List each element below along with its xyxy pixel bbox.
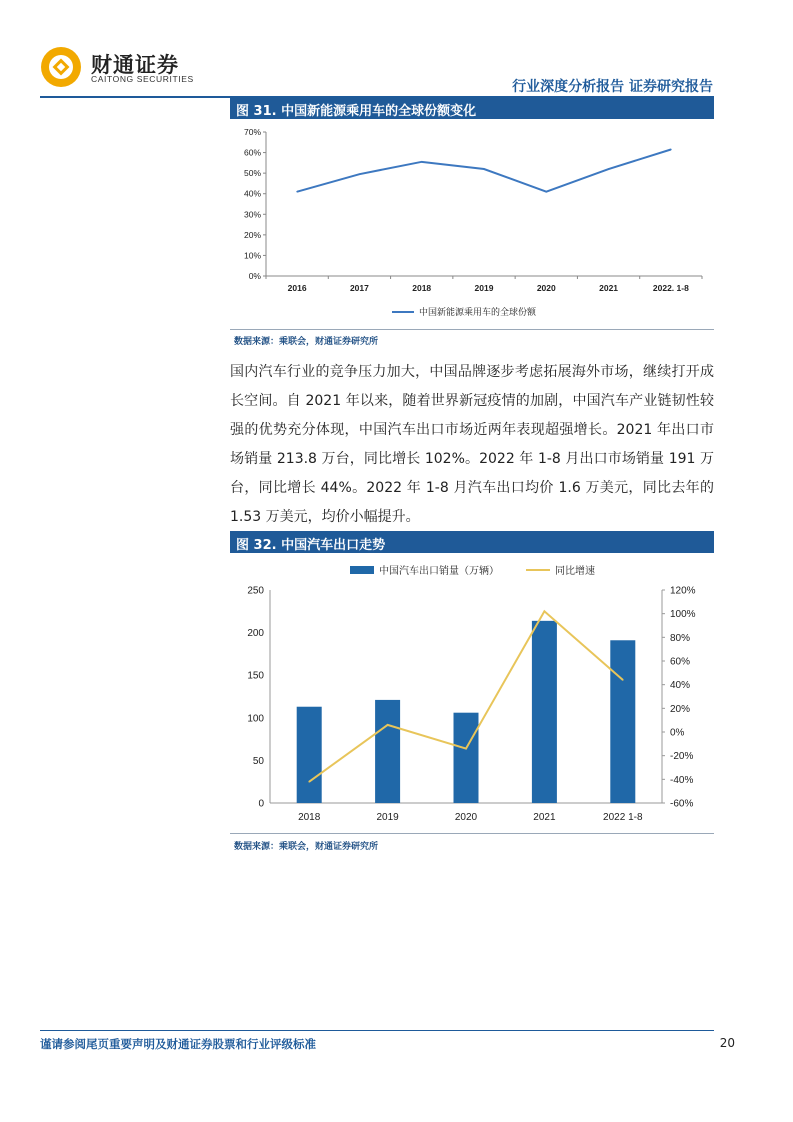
legend-bar-swatch <box>350 566 374 574</box>
data-point <box>296 191 298 193</box>
y-tick-label: 60% <box>243 147 261 158</box>
left-tick-label: 250 <box>247 585 264 597</box>
bar-2021 <box>532 621 557 803</box>
legend-label: 中国新能源乘用车的全球份额 <box>419 307 537 317</box>
growth-rate-point <box>544 611 546 613</box>
legend-bar-label: 中国汽车出口销量（万辆） <box>379 566 499 577</box>
figure32-source: 数据来源：乘联会，财通证券研究所 <box>234 842 379 852</box>
growth-rate-point <box>308 781 310 783</box>
left-tick-label: 50 <box>252 755 264 767</box>
right-tick-label: 80% <box>670 632 691 644</box>
x-tick-label: 2019 <box>376 812 399 823</box>
data-point <box>545 191 547 193</box>
left-tick-label: 200 <box>247 628 264 640</box>
figure32-divider <box>230 833 714 834</box>
caitong-logo-icon <box>40 46 82 88</box>
data-point <box>421 161 423 163</box>
right-tick-label: 40% <box>670 680 691 692</box>
y-tick-label: 30% <box>243 209 261 220</box>
growth-rate-point <box>387 724 389 726</box>
bar-2018 <box>297 707 322 803</box>
x-tick-label: 2021 <box>599 283 619 293</box>
data-point <box>483 168 485 170</box>
x-tick-label: 2018 <box>412 283 432 293</box>
left-tick-label: 0 <box>258 798 264 810</box>
right-tick-label: 0% <box>670 727 685 739</box>
growth-rate-point <box>622 679 624 681</box>
figure31-chart <box>230 120 714 326</box>
brand-name-en: CAITONG SECURITIES <box>91 74 194 84</box>
y-tick-label: 40% <box>243 188 261 199</box>
right-tick-label: 120% <box>670 585 696 597</box>
right-tick-label: -60% <box>670 798 694 810</box>
figure32-chart <box>230 554 714 830</box>
series-line <box>297 149 671 191</box>
left-tick-label: 150 <box>247 670 264 682</box>
y-tick-label: 70% <box>243 127 261 137</box>
y-tick-label: 10% <box>243 250 261 261</box>
page-number: 20 <box>719 1036 735 1050</box>
figure31-source: 数据来源：乘联会，财通证券研究所 <box>234 337 379 347</box>
report-type: 行业深度分析报告 证券研究报告 <box>512 79 713 95</box>
data-point <box>608 168 610 170</box>
x-tick-label: 2017 <box>349 283 369 293</box>
body-paragraph: 国内汽车行业的竞争压力加大，中国品牌逐步考虑拓展海外市场，继续打开成长空间。自 2021 年以来，随着世界新冠疫情的加剧，中国汽车产业链韧性较强的优势充分体现，中国汽车出口市场近两年表现超强增长。2021 年出口市场销量 213.8 万台，同比增长 102%。2022 年 1-8 月出口市场销量 191 万台，同比增长 44%。2022 年 1-8 月汽车出口均价 1.6 万美元，同比去年的 1.53 万美元，均价小幅提升。 <box>230 364 714 525</box>
right-tick-label: 20% <box>670 703 691 715</box>
data-point <box>359 173 361 175</box>
growth-rate-point <box>465 748 467 750</box>
y-tick-label: 20% <box>243 229 261 240</box>
right-tick-label: 100% <box>670 609 696 621</box>
left-tick-label: 100 <box>247 713 264 725</box>
x-tick-label: 2018 <box>298 812 321 823</box>
x-tick-label: 2022. 1-8 <box>652 283 689 293</box>
bar-2020 <box>454 713 479 803</box>
right-tick-label: -40% <box>670 774 694 786</box>
figure31-title: 图 31. 中国新能源乘用车的全球份额变化 <box>230 97 714 119</box>
y-tick-label: 50% <box>243 168 261 179</box>
footer-disclaimer: 谨请参阅尾页重要声明及财通证券股票和行业评级标准 <box>40 1037 316 1051</box>
x-tick-label: 2020 <box>536 283 556 293</box>
data-point <box>670 149 672 151</box>
right-tick-label: 60% <box>670 656 691 668</box>
footer-divider <box>40 1030 714 1031</box>
legend-line-label: 同比增速 <box>555 566 595 577</box>
x-tick-label: 2021 <box>533 812 556 823</box>
bar-2022 1-8 <box>610 640 635 803</box>
x-tick-label: 2019 <box>474 283 494 293</box>
x-tick-label: 2022 1-8 <box>603 812 643 823</box>
right-tick-label: -20% <box>670 751 694 763</box>
bar-2019 <box>375 700 400 803</box>
x-tick-label: 2016 <box>287 283 307 293</box>
x-tick-label: 2020 <box>454 812 478 823</box>
y-tick-label: 0% <box>248 271 261 281</box>
figure32-title: 图 32. 中国汽车出口走势 <box>230 531 714 553</box>
figure31-divider <box>230 329 714 330</box>
brand-name-cn: 财通证券 <box>91 53 179 77</box>
